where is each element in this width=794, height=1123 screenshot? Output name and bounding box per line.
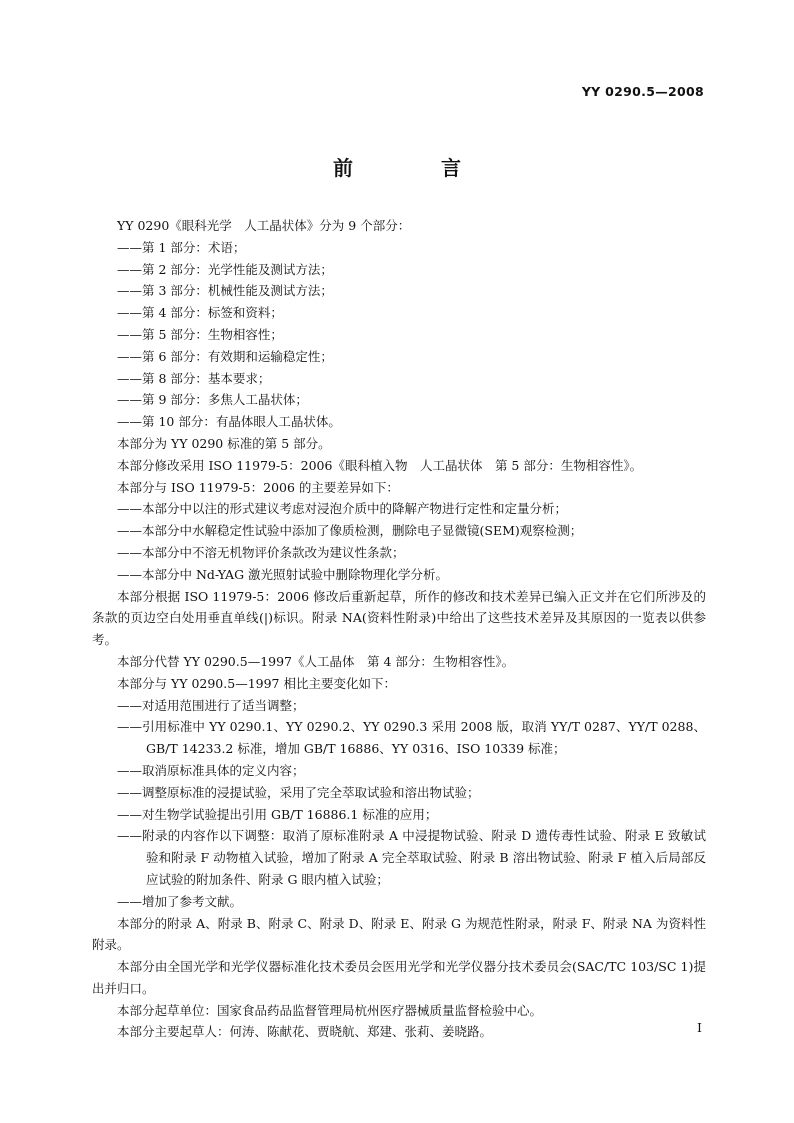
foreword-body	[92, 215, 706, 1043]
list-item: ——本部分中 Nd-YAG 激光照射试验中删除物理化学分析。	[117, 566, 449, 582]
list-item: ——第 10 部分：有晶体眼人工晶状体。	[117, 414, 341, 430]
list-item: ——第 6 部分：有效期和运输稳定性；	[117, 348, 333, 364]
list-item: ——第 2 部分：光学性能及测试方法；	[117, 261, 333, 277]
paragraph: 本部分根据 ISO 11979-5：2006 修改后重新起草，所作的修改和技术差异已编入正文并在它们所涉及的条款的页边空白处用垂直单线(|)标识。附录 NA(资料性附录)中给出了这些技术差异及其原因的一览表以供参考。	[92, 588, 706, 648]
list-item: ——本部分中以注的形式建议考虑对浸泡介质中的降解产物进行定性和定量分析；	[117, 501, 568, 517]
paragraph: 本部分为 YY 0290 标准的第 5 部分。	[117, 435, 331, 451]
list-item: ——第 3 部分：机械性能及测试方法；	[117, 283, 333, 299]
page-title: 前 言	[333, 156, 495, 180]
list-item: ——本部分中水解稳定性试验中添加了像质检测，删除电子显微镜(SEM)观察检测；	[117, 523, 583, 539]
paragraph: 本部分修改采用 ISO 11979-5：2006《眼科植入物 人工晶状体 第 5 部分：生物相容性》。	[117, 457, 643, 473]
paragraph: 本部分的附录 A、附录 B、附录 C、附录 D、附录 E、附录 G 为规范性附录，附录 F、附录 NA 为资料性附录。	[92, 915, 706, 953]
list-item: ——对适用范围进行了适当调整；	[117, 697, 305, 713]
list-item: ——第 1 部分：术语；	[117, 239, 246, 255]
paragraph: 本部分与 ISO 11979-5：2006 的主要差异如下：	[117, 479, 399, 495]
list-item: ——第 9 部分：多焦人工晶状体；	[117, 392, 308, 408]
list-item: ——第 5 部分：生物相容性；	[117, 326, 283, 342]
list-item: ——附录的内容作以下调整：取消了原标准附录 A 中浸提物试验、附录 D 遗传毒性试验、附录 E 致敏试验和附录 F 动物植入试验，增加了附录 A 完全萃取试验、附录 B 溶出物试验、附录 F 植入后局部反应试验的附加条件、附录 G 眼内植入试验；	[117, 828, 706, 887]
paragraph: YY 0290《眼科光学 人工晶状体》分为 9 个部分：	[117, 218, 411, 233]
list-item: ——取消原标准具体的定义内容；	[117, 762, 305, 778]
list-item: ——调整原标准的浸提试验，采用了完全萃取试验和溶出物试验；	[117, 784, 480, 800]
list-item: ——对生物学试验提出引用 GB/T 16886.1 标准的应用；	[117, 806, 438, 822]
paragraph: 本部分代替 YY 0290.5—1997《人工晶体 第 4 部分：生物相容性》。	[117, 653, 515, 669]
list-item: ——增加了参考文献。	[117, 893, 243, 909]
paragraph: 本部分主要起草人：何涛、陈献花、贾晓航、郑建、张莉、姜晓路。	[117, 1024, 493, 1040]
list-item: ——本部分中不溶无机物评价条款改为建议性条款；	[117, 544, 405, 560]
page-number: I	[697, 1020, 702, 1035]
paragraph: 本部分起草单位：国家食品药品监督管理局杭州医疗器械质量监督检验中心。	[117, 1002, 543, 1018]
list-item: ——第 8 部分：基本要求；	[117, 370, 271, 386]
paragraph: 本部分由全国光学和光学仪器标准化技术委员会医用光学和光学仪器分技术委员会(SAC/TC 103/SC 1)提出并归口。	[92, 959, 706, 996]
list-item: ——第 4 部分：标签和资料；	[117, 305, 283, 321]
list-item: ——引用标准中 YY 0290.1、YY 0290.2、YY 0290.3 采用 2008 版，取消 YY/T 0287、YY/T 0288、GB/T 14233.2 标准，增加 GB/T 16886、YY 0316、ISO 10339 标准；	[117, 719, 706, 757]
standard-code: YY 0290.5—2008	[581, 84, 704, 99]
paragraph: 本部分与 YY 0290.5—1997 相比主要变化如下：	[117, 675, 396, 691]
